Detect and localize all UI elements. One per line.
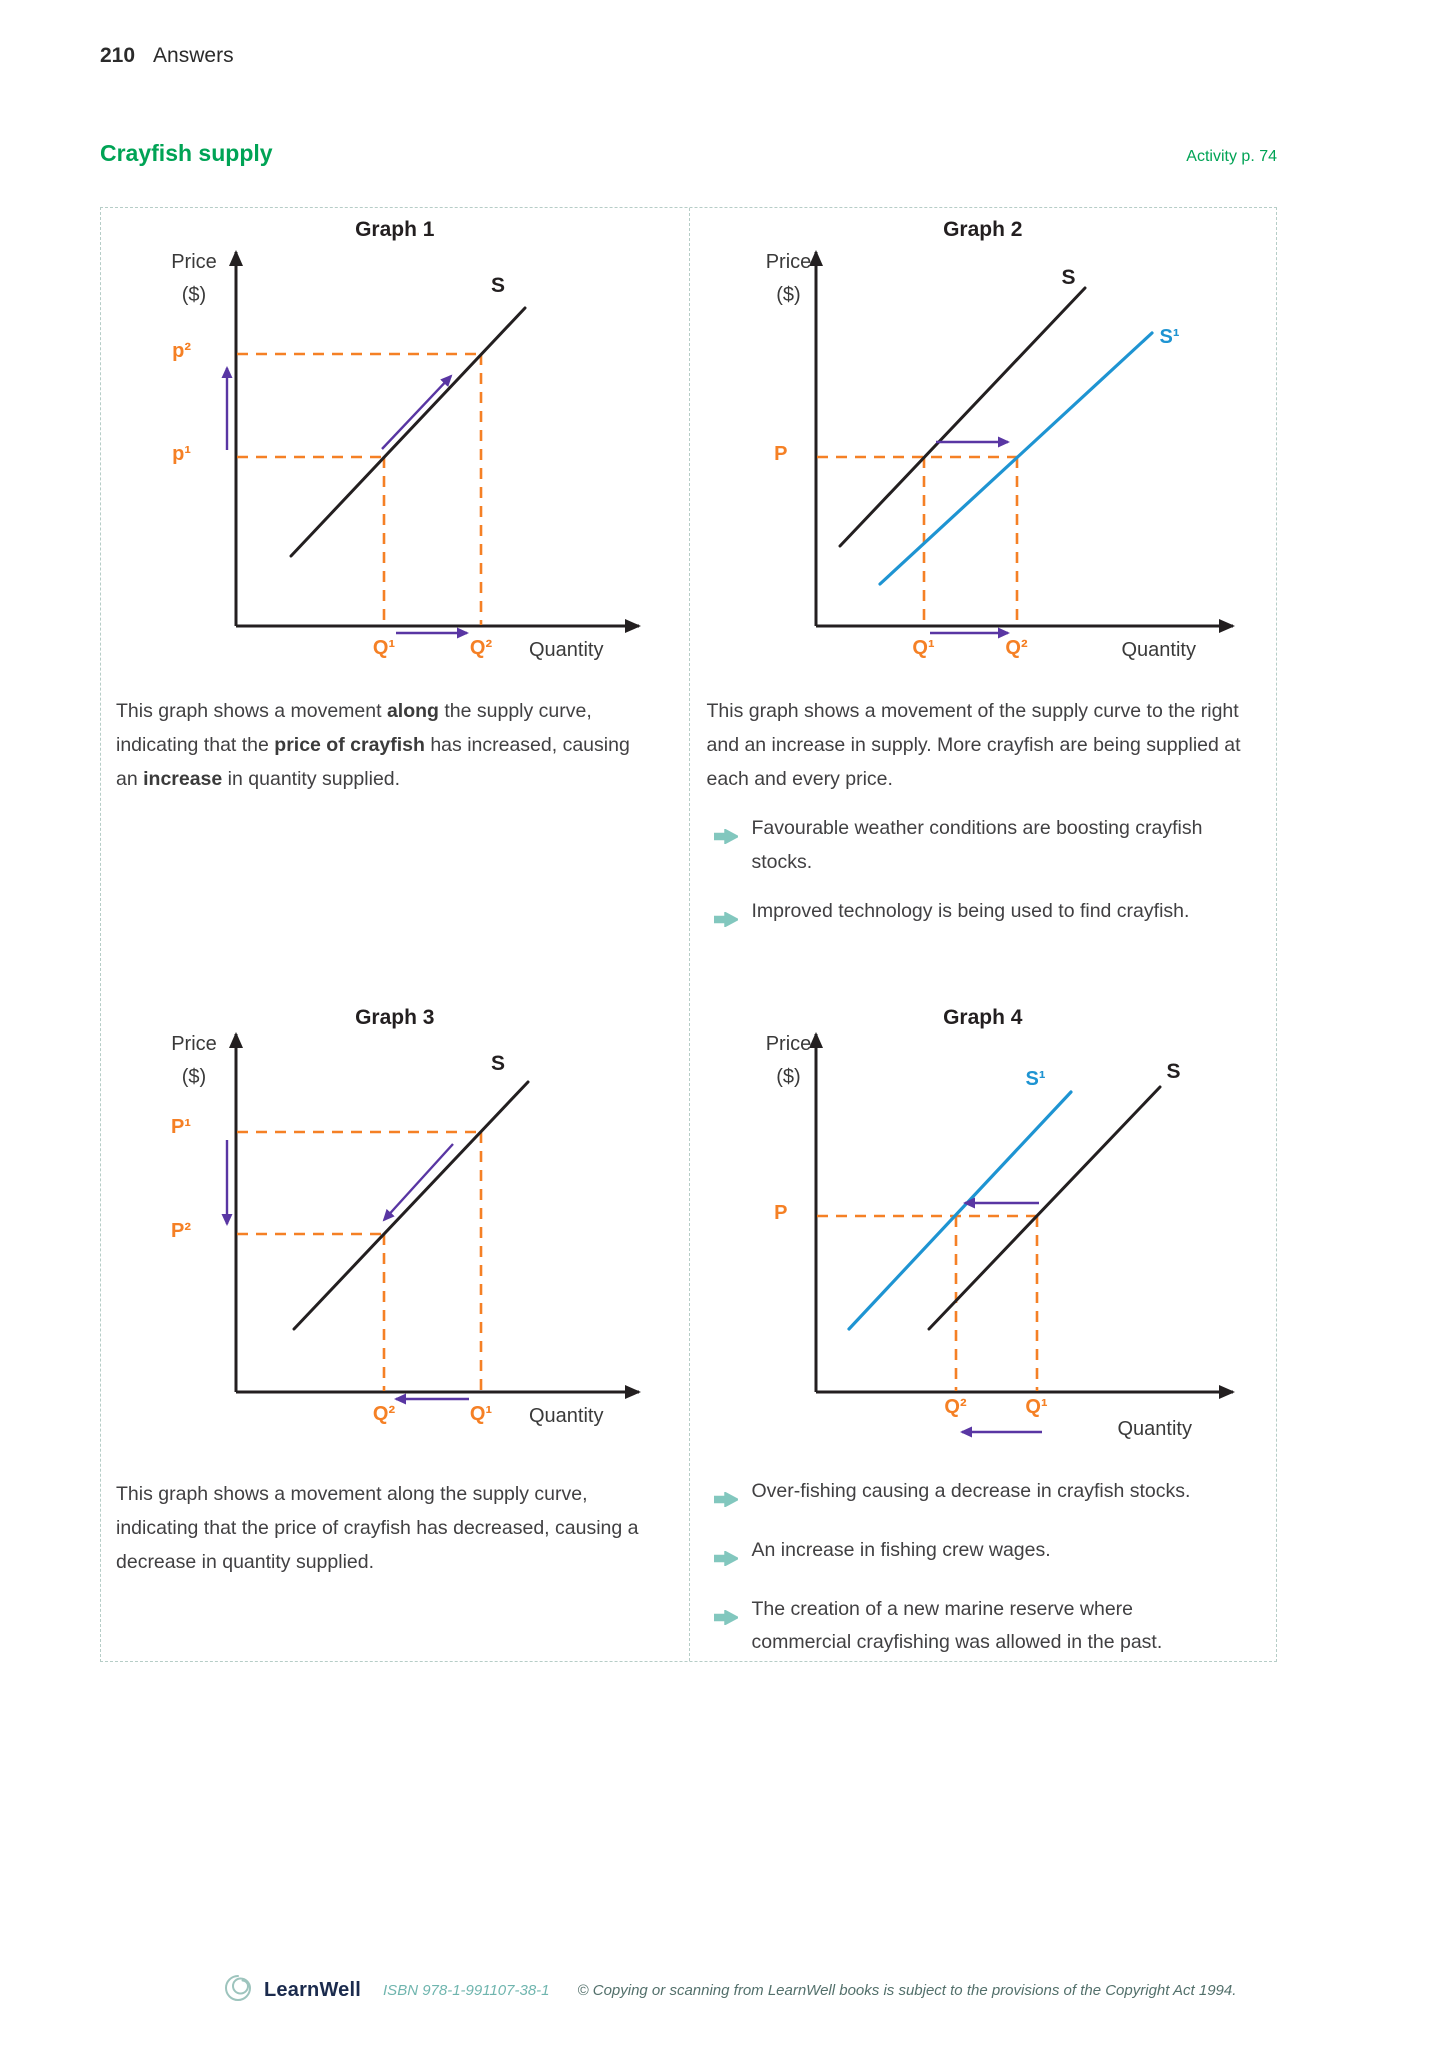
price-label: Price: [171, 251, 217, 273]
price-axis-label: [149, 1028, 239, 1094]
bullet-text: The creation of a new marine reserve where commercial crayfishing was allowed in the past.: [751, 1598, 1163, 1654]
bullet-item: [714, 1593, 1227, 1659]
new-supply-curve-label: S¹: [1025, 1068, 1046, 1090]
caption-segment: This graph shows a movement: [116, 700, 387, 722]
graph1-canvas: [101, 216, 689, 676]
movement-along-arrow: [382, 376, 451, 449]
supply-curve-label: S: [1061, 266, 1076, 289]
page-footer: [222, 1972, 1236, 2009]
bullet-text: Over-fishing causing a decrease in crayfish stocks.: [751, 1480, 1191, 1502]
price-axis-label: [149, 246, 239, 312]
graph1-caption: [116, 694, 644, 796]
bullet-item: [714, 1534, 1227, 1577]
caption-segment-bold: price of crayfish: [274, 734, 425, 757]
bullet-text: Favourable weather conditions are boosting crayfish stocks.: [751, 817, 1203, 873]
bullet-arrow-icon: [714, 1544, 738, 1577]
isbn-text: ISBN 978-1-991107-38-1: [383, 1982, 550, 1999]
q1-label: Q¹: [1025, 1396, 1048, 1418]
quantity-axis-label: Quantity: [1117, 1418, 1192, 1440]
bullet-arrow-icon: [714, 1485, 738, 1518]
p1-label: P¹: [171, 1116, 191, 1138]
p2-label: p²: [172, 340, 191, 362]
new-supply-curve-label: S¹: [1159, 326, 1180, 348]
topic-heading-row: [100, 140, 1277, 167]
new-supply-curve: [880, 333, 1152, 584]
bullet-item: [714, 1475, 1227, 1518]
caption-segment-bold: increase: [143, 768, 223, 791]
bullet-item: [714, 812, 1227, 878]
activity-reference: Activity p. 74: [1186, 148, 1277, 165]
price-axis-label: [744, 1028, 834, 1094]
graph4-bullets: [690, 1475, 1277, 1660]
caption-segment-bold: along: [386, 700, 439, 722]
currency-label: ($): [776, 284, 801, 306]
caption-segment: has increased, causing an: [116, 734, 630, 791]
topic-title: Crayfish supply: [100, 140, 273, 166]
page-number: 210: [100, 44, 136, 67]
p1-label: p¹: [172, 443, 191, 465]
q2-label: Q²: [469, 637, 493, 659]
price-label: Price: [765, 251, 812, 273]
copyright-text: © Copying or scanning from LearnWell books is subject to the provisions of the Copyright Act 1994.: [577, 1982, 1237, 1999]
supply-curve-label: S: [1166, 1060, 1181, 1083]
graph1-section: [101, 216, 689, 1004]
supply-curve-label: S: [491, 1052, 506, 1075]
graph2-section: [690, 216, 1277, 1004]
bullet-item: [714, 895, 1227, 938]
p-label: P: [774, 1202, 788, 1224]
quantity-axis-label: Quantity: [529, 1405, 604, 1427]
graph2-canvas: [690, 216, 1277, 676]
graph4-canvas: [690, 1004, 1277, 1459]
supply-curve-label: S: [491, 274, 506, 297]
graph2-bullets: [690, 812, 1277, 937]
bullet-arrow-icon: [714, 1603, 738, 1659]
page-header: [100, 44, 234, 68]
graph4-title: Graph 4: [943, 1006, 1023, 1029]
bullet-arrow-icon: [714, 905, 738, 938]
price-label: Price: [765, 1033, 812, 1055]
graph3-section: [101, 1004, 689, 1579]
currency-label: ($): [181, 284, 207, 306]
quantity-axis-label: Quantity: [529, 639, 604, 661]
bullet-text: Improved technology is being used to find crayfish.: [751, 899, 1190, 922]
q1-label: Q¹: [469, 1403, 493, 1425]
quantity-axis-label: Quantity: [1121, 639, 1196, 661]
right-column: [689, 208, 1277, 1661]
brand-name: LearnWell: [264, 1979, 362, 2001]
bullet-text: An increase in fishing crew wages.: [751, 1539, 1051, 1562]
graph2-title: Graph 2: [943, 218, 1023, 241]
section-title: Answers: [153, 44, 234, 67]
q2-label: Q²: [372, 1403, 396, 1425]
supply-curve: [291, 308, 525, 556]
graph1-title: Graph 1: [355, 218, 435, 241]
currency-label: ($): [776, 1066, 801, 1088]
caption-segment: in quantity supplied.: [222, 768, 401, 791]
learnwell-logo-icon: [222, 1972, 254, 2009]
graph3-caption: This graph shows a movement along the supply curve, indicating that the price of crayfish has decreased, causing a decrease in quantity supplied.: [116, 1483, 639, 1574]
p-label: P: [774, 443, 788, 465]
supply-curve: [294, 1082, 528, 1329]
q1-label: Q¹: [912, 637, 935, 659]
left-column: [101, 208, 689, 1661]
graph2-caption: This graph shows a movement of the supply curve to the right and an increase in supply. More crayfish are being supplied at each and every price.: [706, 700, 1241, 791]
graph3-title: Graph 3: [355, 1006, 435, 1029]
movement-along-arrow: [384, 1144, 453, 1220]
q2-label: Q²: [944, 1396, 967, 1418]
graph4-section: [690, 1004, 1277, 1660]
price-label: Price: [171, 1033, 217, 1055]
p2-label: P²: [171, 1220, 191, 1242]
bullet-arrow-icon: [714, 822, 738, 878]
currency-label: ($): [181, 1066, 207, 1088]
answer-box: [100, 207, 1277, 1662]
price-axis-label: [744, 246, 834, 312]
q2-label: Q²: [1005, 637, 1028, 659]
q1-label: Q¹: [372, 637, 396, 659]
graph3-canvas: [101, 1004, 689, 1459]
caption-segment: the supply curve, indicating that the: [116, 700, 592, 757]
